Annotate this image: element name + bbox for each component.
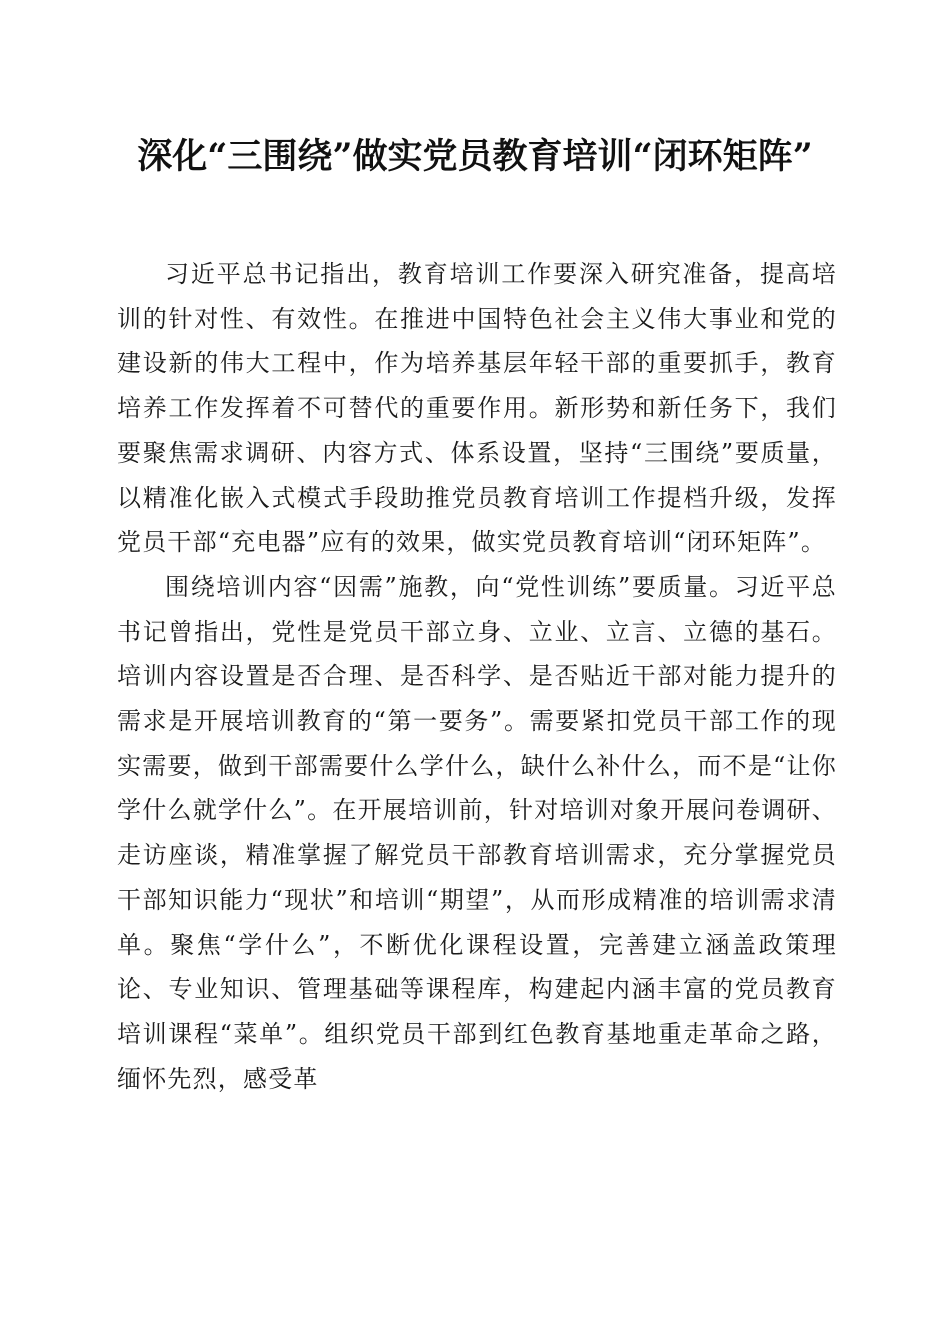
paragraph-training-content: 围绕培训内容“因需”施教，向“党性训练”要质量。习近平总书记曾指出，党性是党员干部立身、立业、立言、立德的基石。培训内容设置是否合理、是否科学、是否贴近干部对能力提升的需求是开展培训教育的“第一要务”。需要紧扣党员干部工作的现实需要，做到干部需要什么学什么，缺什么补什么，而不是“让你学什么就学什么”。在开展培训前，针对培训对象开展问卷调研、走访座谈，精准掌握了解党员干部教育培训需求，充分掌握党员干部知识能力“现状”和培训“期望”，从而形成精准的培训需求清单。聚焦“学什么”，不断优化课程设置，完善建立涵盖政策理论、专业知识、管理基础等课程库，构建起内涵丰富的党员教育培训课程“菜单”。组织党员干部到红色教育基地重走革命之路，缅怀先烈，感受革: [117, 572, 837, 1093]
document-title: 深化“三围绕”做实党员教育培训“闭环矩阵”: [137, 136, 813, 177]
document-body: [117, 252, 837, 1101]
paragraph-intro: 习近平总书记指出，教育培训工作要深入研究准备，提高培训的针对性、有效性。在推进中国特色社会主义伟大事业和党的建设新的伟大工程中，作为培养基层年轻干部的重要抓手，教育培养工作发挥着不可替代的重要作用。新形势和新任务下，我们要聚焦需求调研、内容方式、体系设置，坚持“三围绕”要质量，以精准化嵌入式模式手段助推党员教育培训工作提档升级，发挥党员干部“充电器”应有的效果，做实党员教育培训“闭环矩阵”。: [117, 260, 837, 557]
